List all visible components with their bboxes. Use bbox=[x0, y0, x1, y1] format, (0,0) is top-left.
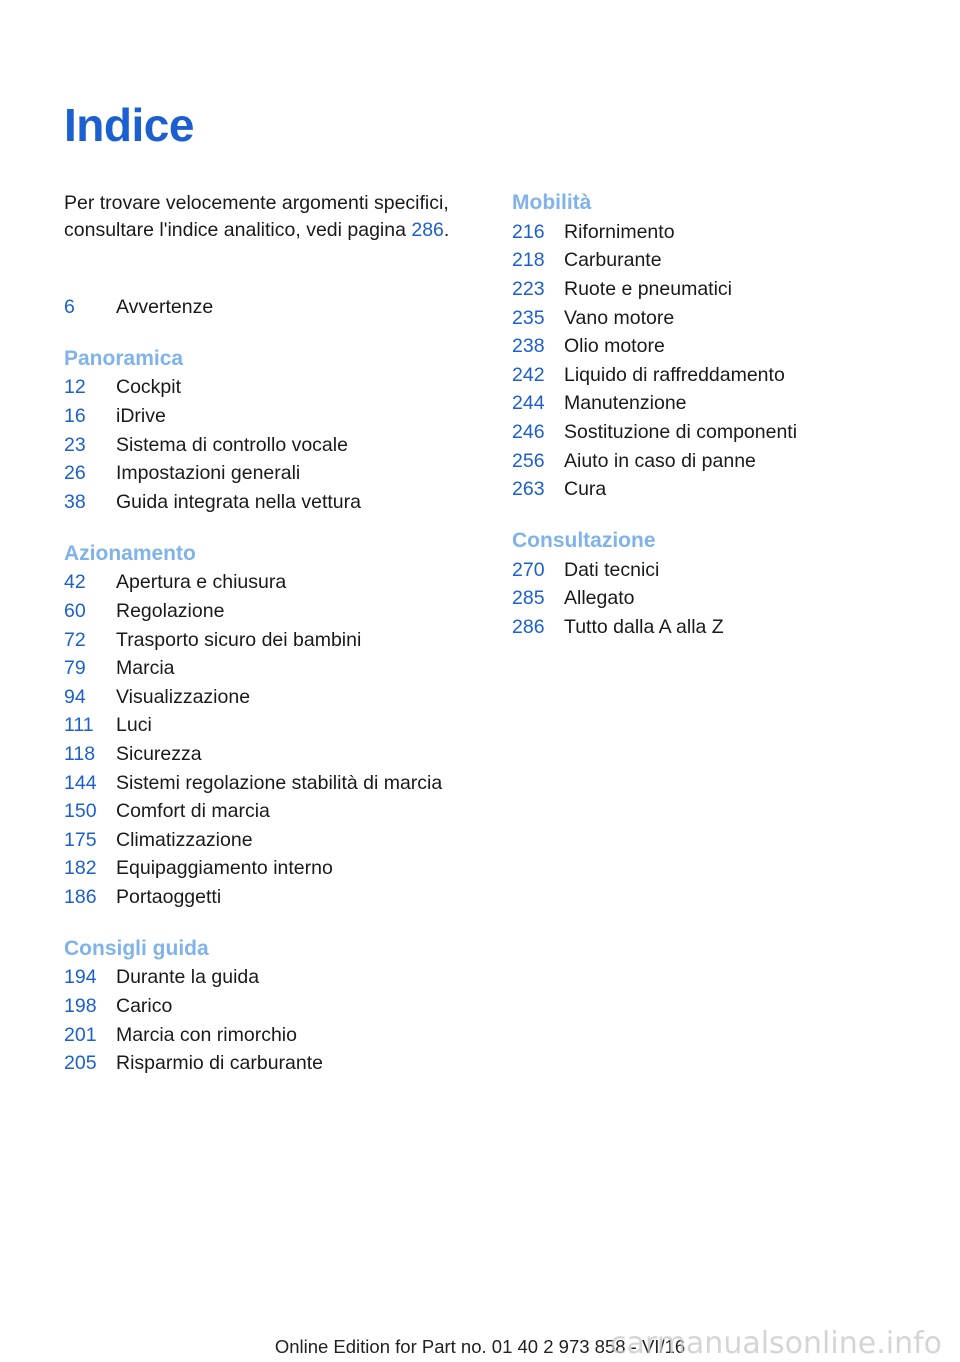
toc-label[interactable]: Regolazione bbox=[116, 599, 225, 622]
toc-label[interactable]: Marcia bbox=[116, 657, 175, 680]
toc-label[interactable]: Sistemi regolazione stabilità di marcia bbox=[116, 771, 443, 794]
toc-entry-tutto-dalla-a-alla-z[interactable] bbox=[512, 613, 932, 642]
toc-entry-risparmio-di-carburante[interactable] bbox=[64, 1049, 484, 1078]
toc-entry-regolazione[interactable] bbox=[64, 597, 484, 626]
section-heading-mobilita: Mobilità bbox=[512, 191, 592, 214]
toc-page-number[interactable]: 60 bbox=[64, 599, 86, 622]
intro-page-link[interactable]: 286 bbox=[411, 219, 444, 241]
toc-label[interactable]: Apertura e chiusura bbox=[116, 571, 287, 594]
toc-entry-manutenzione[interactable] bbox=[512, 390, 932, 419]
toc-entry-climatizzazione[interactable] bbox=[64, 826, 484, 855]
toc-entry-cura[interactable] bbox=[512, 475, 932, 504]
toc-label[interactable]: Avvertenze bbox=[116, 295, 214, 318]
toc-page-number[interactable]: 263 bbox=[512, 478, 545, 501]
toc-label[interactable]: Luci bbox=[116, 714, 152, 737]
watermark: carmanualsonline.info bbox=[610, 1326, 942, 1361]
intro-suffix: . bbox=[443, 219, 450, 241]
toc-entry-sistemi-regolazione-stabilita-di-marcia[interactable] bbox=[64, 769, 484, 798]
toc-label[interactable]: Rifornimento bbox=[564, 220, 675, 243]
toc-page-number[interactable]: 94 bbox=[64, 685, 86, 708]
toc-label[interactable]: Manutenzione bbox=[564, 392, 687, 415]
toc-entry-portaoggetti[interactable] bbox=[64, 883, 484, 912]
toc-entry-guida-integrata-nella-vettura[interactable] bbox=[64, 488, 484, 517]
toc-label[interactable]: Carico bbox=[116, 995, 173, 1018]
section-heading-azionamento: Azionamento bbox=[64, 541, 196, 565]
toc-page-number[interactable]: 42 bbox=[64, 571, 86, 594]
toc-entry-comfort-di-marcia[interactable] bbox=[64, 797, 484, 826]
intro-paragraph bbox=[64, 190, 474, 244]
toc-page-number[interactable]: 26 bbox=[64, 462, 86, 485]
section-gap bbox=[64, 912, 484, 934]
toc-label[interactable]: Equipaggiamento interno bbox=[116, 857, 333, 880]
toc-entry-avvertenze[interactable] bbox=[64, 293, 484, 322]
toc-page-number[interactable]: 216 bbox=[512, 220, 545, 243]
toc-page-number[interactable]: 218 bbox=[512, 249, 545, 272]
toc-label[interactable]: Tutto dalla A alla Z bbox=[564, 615, 724, 638]
toc-entry-luci[interactable] bbox=[64, 712, 484, 741]
toc-entry-marcia-con-rimorchio[interactable] bbox=[64, 1021, 484, 1050]
toc-entry-apertura-e-chiusura[interactable] bbox=[64, 569, 484, 598]
toc-label[interactable]: Cockpit bbox=[116, 376, 182, 399]
toc-label[interactable]: Allegato bbox=[564, 587, 635, 610]
toc-entry-rifornimento[interactable] bbox=[512, 218, 932, 247]
toc-page-number[interactable]: 16 bbox=[64, 404, 86, 427]
toc-label[interactable]: Vano motore bbox=[564, 306, 675, 329]
toc-label[interactable]: Carburante bbox=[564, 249, 662, 272]
toc-entry-dati-tecnici[interactable] bbox=[512, 556, 932, 585]
toc-page-number[interactable]: 118 bbox=[64, 742, 96, 765]
toc-label[interactable]: Dati tecnici bbox=[564, 558, 660, 581]
toc-page-number[interactable]: 6 bbox=[64, 295, 75, 318]
toc-page-number[interactable]: 242 bbox=[512, 363, 545, 386]
toc-left-column bbox=[64, 293, 484, 1078]
toc-page-number[interactable]: 144 bbox=[64, 771, 97, 794]
toc-page-number[interactable]: 235 bbox=[512, 306, 545, 329]
toc-page-number[interactable]: 79 bbox=[64, 657, 86, 680]
toc-entry-aiuto-in-caso-di-panne[interactable] bbox=[512, 447, 932, 476]
toc-entry-liquido-di-raffreddamento[interactable] bbox=[512, 361, 932, 390]
toc-label[interactable]: Olio motore bbox=[564, 335, 665, 358]
toc-page-number[interactable]: 194 bbox=[64, 966, 97, 989]
toc-entry-visualizzazione[interactable] bbox=[64, 683, 484, 712]
toc-entry-cockpit[interactable] bbox=[64, 374, 484, 403]
toc-page-number[interactable]: 198 bbox=[64, 995, 97, 1018]
section-gap bbox=[64, 517, 484, 539]
section-gap bbox=[512, 504, 932, 526]
toc-page-number[interactable]: 175 bbox=[64, 828, 97, 851]
toc-page-number[interactable]: 201 bbox=[64, 1023, 97, 1046]
toc-page-number[interactable]: 182 bbox=[64, 857, 97, 880]
toc-page-number[interactable]: 256 bbox=[512, 449, 545, 472]
toc-entry-idrive[interactable] bbox=[64, 402, 484, 431]
toc-page-number[interactable]: 285 bbox=[512, 587, 545, 610]
toc-page-number[interactable]: 244 bbox=[512, 392, 545, 415]
toc-entry-olio-motore[interactable] bbox=[512, 332, 932, 361]
toc-entry-ruote-e-pneumatici[interactable] bbox=[512, 275, 932, 304]
toc-label[interactable]: Marcia con rimorchio bbox=[116, 1023, 297, 1046]
toc-page-number[interactable]: 223 bbox=[512, 277, 545, 300]
toc-page-number[interactable]: 12 bbox=[64, 376, 86, 399]
toc-label[interactable]: Climatizzazione bbox=[116, 828, 253, 851]
section-heading-consigli-guida: Consigli guida bbox=[64, 936, 209, 960]
toc-entry-carico[interactable] bbox=[64, 992, 484, 1021]
toc-entry-trasporto-sicuro-dei-bambini[interactable] bbox=[64, 626, 484, 655]
toc-entry-sistema-di-controllo-vocale[interactable] bbox=[64, 431, 484, 460]
footer-edition: Online Edition for Part no. 01 40 2 973 858 - VI/16 bbox=[274, 1336, 686, 1357]
toc-label[interactable]: Impostazioni generali bbox=[116, 462, 301, 485]
toc-label[interactable]: Sostituzione di componenti bbox=[564, 420, 798, 443]
toc-label[interactable]: Sicurezza bbox=[116, 742, 202, 765]
toc-entry-equipaggiamento-interno[interactable] bbox=[64, 855, 484, 884]
toc-entry-durante-la-guida[interactable] bbox=[64, 964, 484, 993]
section-heading-consultazione: Consultazione bbox=[512, 528, 656, 552]
toc-entry-sicurezza[interactable] bbox=[64, 740, 484, 769]
toc-label[interactable]: Portaoggetti bbox=[116, 885, 222, 908]
toc-page-number[interactable]: 38 bbox=[64, 490, 86, 513]
toc-page-number[interactable]: 150 bbox=[64, 800, 97, 823]
toc-page-number[interactable]: 72 bbox=[64, 628, 86, 651]
section-gap bbox=[64, 322, 484, 344]
toc-label[interactable]: Visualizzazione bbox=[116, 685, 251, 708]
toc-label[interactable]: Sistema di controllo vocale bbox=[116, 433, 348, 456]
toc-entry-vano-motore[interactable] bbox=[512, 304, 932, 333]
toc-page-number[interactable]: 186 bbox=[64, 885, 97, 908]
toc-label[interactable]: Trasporto sicuro dei bambini bbox=[116, 628, 362, 651]
toc-page-number[interactable]: 23 bbox=[64, 433, 86, 456]
toc-page-number[interactable]: 111 bbox=[64, 714, 94, 737]
toc-label[interactable]: Comfort di marcia bbox=[116, 800, 270, 823]
toc-page-number[interactable]: 205 bbox=[64, 1052, 97, 1075]
toc-page-number[interactable]: 246 bbox=[512, 420, 545, 443]
toc-label[interactable]: Durante la guida bbox=[116, 966, 260, 989]
section-heading-panoramica: Panoramica bbox=[64, 346, 184, 370]
toc-label[interactable]: Ruote e pneumatici bbox=[564, 277, 733, 300]
toc-label[interactable]: Aiuto in caso di panne bbox=[564, 449, 756, 472]
intro-text: Per trovare velocemente argomenti specifici, consultare l'indice analitico, vedi pagina bbox=[64, 192, 449, 241]
toc-label[interactable]: Cura bbox=[564, 478, 607, 501]
page-title: Indice bbox=[64, 99, 194, 151]
toc-label[interactable]: Risparmio di carburante bbox=[116, 1052, 324, 1075]
toc-label[interactable]: Guida integrata nella vettura bbox=[116, 490, 361, 513]
toc-right-column bbox=[512, 188, 932, 642]
toc-entry-marcia[interactable] bbox=[64, 654, 484, 683]
toc-entry-sostituzione-di-componenti[interactable] bbox=[512, 418, 932, 447]
toc-entry-impostazioni-generali[interactable] bbox=[64, 459, 484, 488]
toc-page-number[interactable]: 286 bbox=[512, 615, 545, 638]
toc-label[interactable]: Liquido di raffreddamento bbox=[564, 363, 785, 386]
toc-label[interactable]: iDrive bbox=[116, 404, 166, 427]
toc-entry-carburante[interactable] bbox=[512, 247, 932, 276]
toc-page-number[interactable]: 270 bbox=[512, 558, 545, 581]
toc-page-number[interactable]: 238 bbox=[512, 335, 545, 358]
toc-entry-allegato[interactable] bbox=[512, 585, 932, 614]
